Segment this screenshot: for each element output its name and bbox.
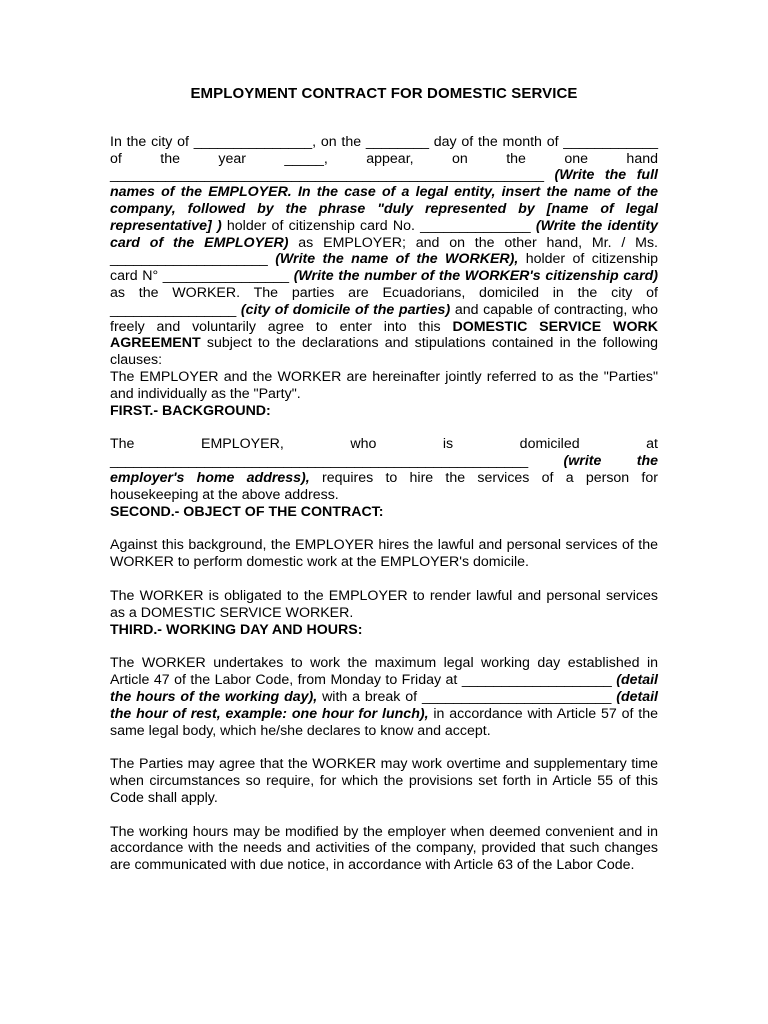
third-clause-heading: THIRD.- WORKING DAY AND HOURS: <box>110 621 363 638</box>
intro-text: holder of citizenship card N° ________________ <box>110 251 658 285</box>
intro-text: as EMPLOYER; and on the other hand, Mr. / Ms. ____________________ <box>110 234 658 268</box>
hours-paragraph-1 <box>110 655 658 739</box>
hours-text: with a break of ________________________ <box>322 688 612 705</box>
background-paragraph <box>110 436 658 503</box>
hours-text: in accordance with Article 57 of the same legal body, which he/she declares to know and accept. <box>110 705 658 739</box>
background-text: requires to hire the services of a person for housekeeping at the above address. <box>110 469 658 503</box>
worker-id-instruction: (Write the number of the WORKER's citizenship card) <box>293 268 658 285</box>
hours-text: The WORKER undertakes to work the maximum legal working day established in Article 47 of the Labor Code, from Monday to Friday at ___________________ <box>110 655 658 689</box>
object-paragraph-1: Against this background, the EMPLOYER hires the lawful and personal services of the WORKER to perform domestic work at the EMPLOYER's domicile. <box>110 537 658 571</box>
intro-text: as the WORKER. The parties are Ecuadorians, domiciled in the city of ________________ <box>110 284 658 318</box>
rest-hour-instruction: (detail the hour of rest, example: one hour for lunch), <box>110 688 658 722</box>
parties-definition: The EMPLOYER and the WORKER are hereinafter jointly referred to as the "Parties" and individually as the "Party". <box>110 368 658 402</box>
intro-text: and capable of contracting, who freely and voluntarily agree to enter into this <box>110 301 658 335</box>
intro-text: holder of citizenship card No. ______________ <box>226 217 531 234</box>
hours-paragraph-3: The working hours may be modified by the employer when deemed convenient and in accordance with the needs and activities of the company, provided that such changes are communicated with due notice, in accordance with Article 63 of the Labor Code. <box>110 823 658 874</box>
agreement-name: DOMESTIC SERVICE WORK AGREEMENT <box>110 318 658 352</box>
employer-id-instruction: (Write the identity card of the EMPLOYER) <box>110 217 658 251</box>
document-title: EMPLOYMENT CONTRACT FOR DOMESTIC SERVICE <box>190 85 578 102</box>
first-clause-heading: FIRST.- BACKGROUND: <box>110 402 271 419</box>
address-instruction: (write the employer's home address), <box>110 453 658 486</box>
worker-name-instruction: (Write the name of the WORKER), <box>275 251 519 268</box>
working-hours-instruction: (detail the hours of the working day), <box>110 672 658 705</box>
intro-paragraph <box>110 134 658 369</box>
employer-name-instruction: (Write the full names of the EMPLOYER. In the case of a legal entity, insert the name of the company, followed by the phrase "duly represented by [name of legal representative] ) <box>110 167 658 234</box>
intro-text: In the city of _______________, on the ________ day of the month of ____________ of the year _____, appear, on the one hand _______________________________________________________ <box>110 133 658 184</box>
second-clause-heading: SECOND.- OBJECT OF THE CONTRACT: <box>110 503 384 520</box>
intro-text: subject to the declarations and stipulations contained in the following clauses: <box>110 335 658 369</box>
object-paragraph-2: The WORKER is obligated to the EMPLOYER to render lawful and personal services as a DOMESTIC SERVICE WORKER. <box>110 587 658 621</box>
hours-paragraph-2: The Parties may agree that the WORKER may work overtime and supplementary time when circumstances so require, for which the provisions set forth in Article 55 of this Code shall apply. <box>110 756 658 806</box>
background-text: The EMPLOYER, who is domiciled at _____________________________________________________ <box>110 436 658 470</box>
city-instruction: (city of domicile of the parties) <box>240 301 451 318</box>
